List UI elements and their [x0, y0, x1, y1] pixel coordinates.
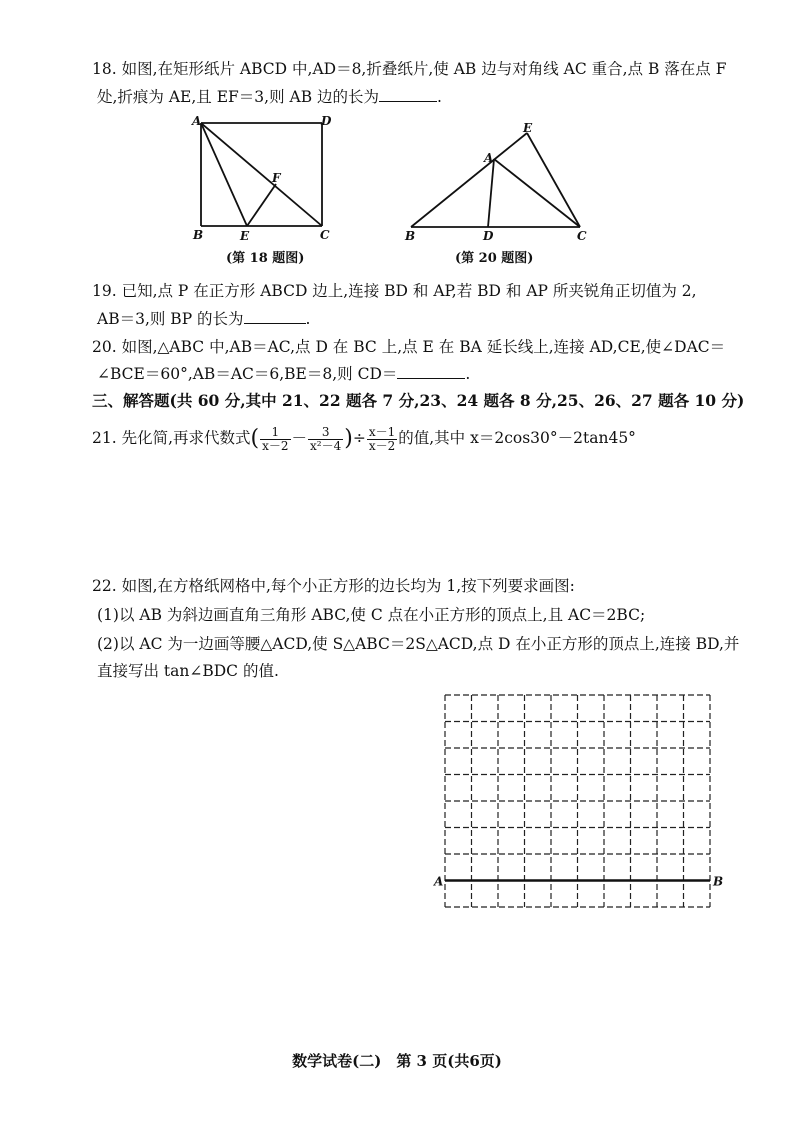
q19-answer-blank[interactable]	[244, 308, 306, 324]
q19-line1: 19. 已知,点 P 在正方形 ABCD 边上,连接 BD 和 AP,若 BD 和 AP 所夹锐角正切值为 2,	[92, 282, 697, 300]
fig18-segment-EF	[247, 184, 276, 226]
fig18-crease-AE	[201, 123, 247, 226]
q22-line1: 22. 如图,在方格纸网格中,每个小正方形的边长均为 1,按下列要求画图:	[92, 577, 575, 595]
fig20-line-EC	[527, 133, 580, 227]
q20-end: .	[465, 365, 471, 383]
grid-label-A: A	[434, 874, 444, 889]
q22-line2: (1)以 AB 为斜边画直角三角形 ABC,使 C 点在小正方形的顶点上,且 AC＝2BC;	[97, 606, 646, 624]
q20-text: ∠BCE＝60°,AB＝AC＝6,BE＝8,则 CD＝	[97, 365, 398, 383]
q19-line2	[97, 308, 310, 330]
q21-fraction-1: $\frac{1}{x-2}$	[262, 424, 289, 453]
figure-18	[190, 112, 335, 242]
fig18-label-E: E	[240, 229, 250, 242]
fig20-line-AC	[494, 159, 580, 227]
q21-minus: －	[291, 429, 308, 447]
q21-fraction-2: $\frac{3}{\text{x²－4}}$	[310, 424, 342, 453]
fig18-label-A: A	[192, 114, 202, 128]
q21-prefix: 21. 先化简,再求代数式	[92, 429, 251, 447]
q20-answer-blank[interactable]	[397, 363, 465, 379]
fig18-diagonal-AC	[201, 123, 322, 226]
q19-end: .	[305, 310, 311, 328]
q21-suffix: 的值,其中 x＝2cos30°－2tan45°	[398, 429, 636, 447]
section-3-heading: 三、解答题(共 60 分,其中 21、22 题各 7 分,23、24 题各 8 分,25、26、27 题各 10 分)	[92, 391, 745, 410]
fig18-caption: (第 18 题图)	[226, 251, 305, 266]
q18-line1: 18. 如图,在矩形纸片 ABCD 中,AD＝8,折叠纸片,使 AB 边与对角线 AC 重合,点 B 落在点 F	[92, 60, 727, 78]
fig18-label-F: F	[272, 171, 281, 185]
q20-line2	[97, 363, 470, 385]
square-grid[interactable]	[425, 685, 725, 915]
q18-answer-blank[interactable]	[379, 86, 437, 102]
page-footer: 数学试卷(二) 第 3 页(共6页)	[292, 1052, 502, 1070]
fig20-line-AD	[488, 159, 494, 227]
q19-text: AB＝3,则 BP 的长为	[97, 310, 244, 328]
q21-divide: ÷	[352, 429, 366, 447]
fig20-caption: (第 20 题图)	[455, 251, 534, 266]
q22-line4: 直接写出 tan∠BDC 的值.	[97, 662, 279, 680]
fig18-label-D: D	[321, 114, 332, 128]
q18-line2	[97, 86, 442, 108]
q22-line3: (2)以 AC 为一边画等腰△ACD,使 S△ABC＝2S△ACD,点 D 在小正方形的顶点上,连接 BD,并	[97, 635, 740, 653]
grid-label-B: B	[713, 874, 724, 889]
fig18-label-C: C	[320, 228, 330, 242]
fig18-label-B: B	[193, 228, 204, 242]
fig20-label-B: B	[405, 229, 416, 243]
q18-text: 处,折痕为 AE,且 EF＝3,则 AB 边的长为	[97, 88, 380, 106]
q21-line: 21. 先化简,再求代数式( $\frac{1}{x-2}$ － $\frac{3}{\text{x²－4}}$ )÷ $\frac{x-1}{x-2}$ 的值,其中 x＝2cos30°－2tan45°	[92, 424, 636, 453]
fig20-label-E: E	[523, 121, 533, 135]
fig20-label-C: C	[577, 229, 587, 243]
fig20-label-A: A	[484, 151, 494, 165]
q21-fraction-3: $\frac{x-1}{x-2}$	[368, 424, 396, 453]
fig20-label-D: D	[483, 229, 494, 243]
q20-line1: 20. 如图,△ABC 中,AB＝AC,点 D 在 BC 上,点 E 在 BA 延长线上,连接 AD,CE,使∠DAC＝	[92, 338, 726, 356]
figure-20	[400, 118, 595, 246]
fig20-line-BE	[411, 133, 527, 227]
q18-end: .	[437, 88, 442, 106]
